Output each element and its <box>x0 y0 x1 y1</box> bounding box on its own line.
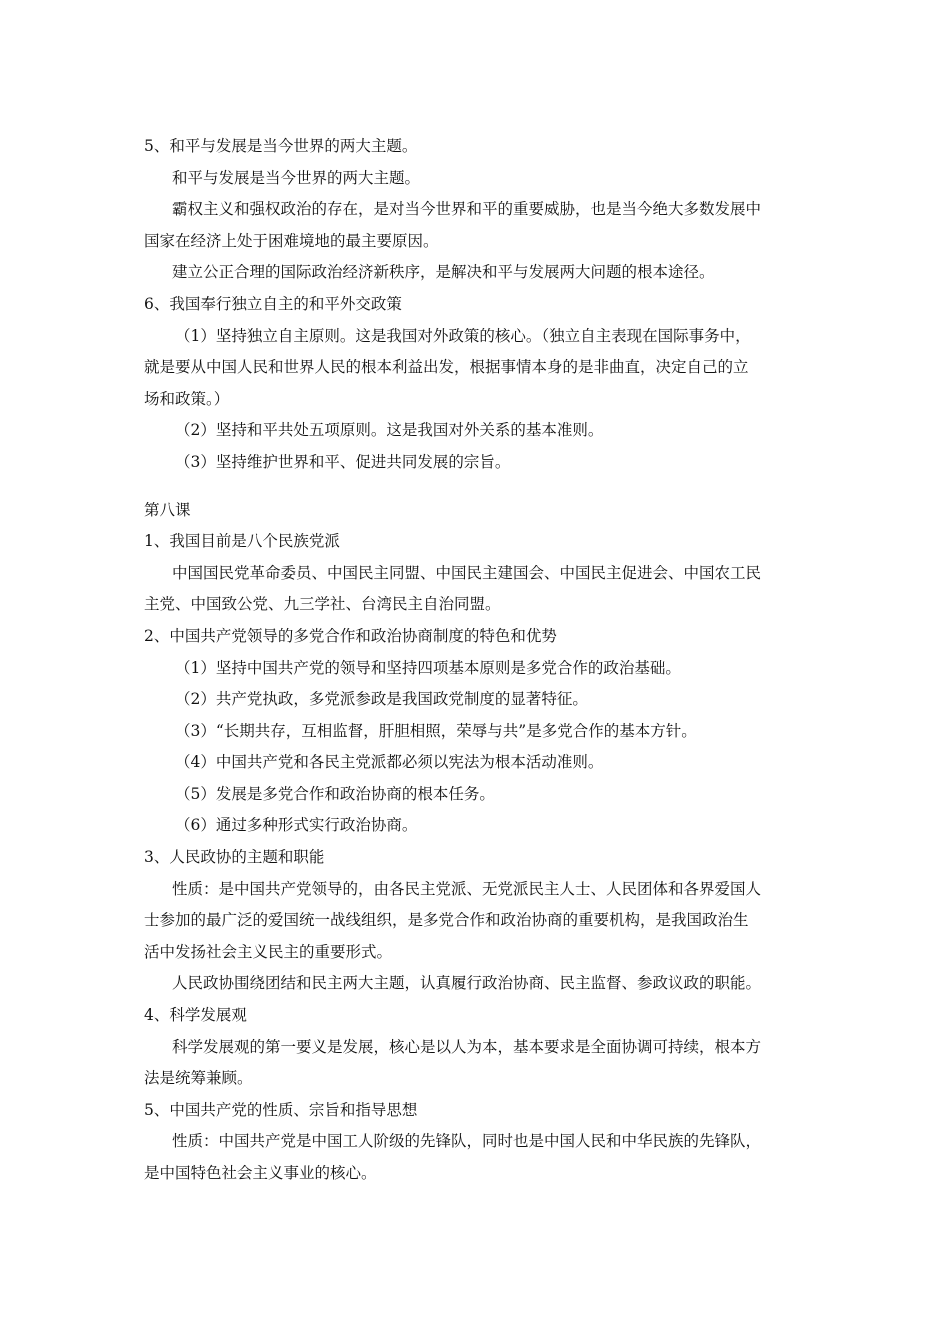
list-item: （4）中国共产党和各民主党派都必须以宪法为根本活动准则。 <box>175 753 604 772</box>
heading-4-scientific-development: 4、科学发展观 <box>144 1006 247 1025</box>
list-item: （5）发展是多党合作和政治协商的根本任务。 <box>175 784 495 803</box>
paragraph-line: 是中国特色社会主义事业的核心。 <box>144 1164 377 1182</box>
heading-3-cppcc: 3、人民政协的主题和职能 <box>144 848 325 867</box>
section-gap <box>144 479 816 495</box>
paragraph-line: 霸权主义和强权政治的存在，是对当今世界和平的重要威胁，也是当今绝大多数发展中 <box>172 200 762 219</box>
paragraph-line: 人民政协围绕团结和民主两大主题，认真履行政治协商、民主监督、参政议政的职能。 <box>172 974 762 993</box>
list-item: （2）共产党执政，多党派参政是我国政党制度的显著特征。 <box>175 690 588 709</box>
paragraph-line: 法是统筹兼顾。 <box>144 1069 253 1088</box>
heading-6-foreign-policy: 6、我国奉行独立自主的和平外交政策 <box>144 294 402 313</box>
paragraph-line: 国家在经济上处于困难境地的最主要原因。 <box>144 231 439 250</box>
list-item: （1）坚持中国共产党的领导和坚持四项基本原则是多党合作的政治基础。 <box>175 658 681 677</box>
paragraph-line: 就是要从中国人民和世界人民的根本利益出发，根据事情本身的是非曲直，决定自己的立 <box>144 358 749 377</box>
heading-5-peace-development: 5、和平与发展是当今世界的两大主题。 <box>144 137 418 155</box>
paragraph-line: 中国国民党革命委员、中国民主同盟、中国民主建国会、中国民主促进会、中国农工民 <box>172 563 762 582</box>
paragraph-line: 主党、中国致公党、九三学社、台湾民主自治同盟。 <box>144 595 501 614</box>
heading-2-multiparty-cooperation: 2、中国共产党领导的多党合作和政治协商制度的特色和优势 <box>144 626 557 645</box>
list-item: （3）坚持维护世界和平、促进共同发展的宗旨。 <box>175 452 511 471</box>
list-item: （1）坚持独立自主原则。这是我国对外政策的核心。（独立自主表现在国际事务中， <box>175 326 751 345</box>
lesson-title: 第八课 <box>144 500 191 519</box>
paragraph-line: 科学发展观的第一要义是发展，核心是以人为本，基本要求是全面协调可持续，根本方 <box>172 1037 762 1056</box>
heading-5-party-nature: 5、中国共产党的性质、宗旨和指导思想 <box>144 1100 418 1119</box>
list-item: （6）通过多种形式实行政治协商。 <box>175 816 418 835</box>
document-body <box>144 131 816 1190</box>
paragraph-line: 性质：是中国共产党领导的，由各民主党派、无党派民主人士、人民团体和各界爱国人 <box>172 879 762 898</box>
heading-1-democratic-parties: 1、我国目前是八个民族党派 <box>144 532 340 551</box>
list-item: （2）坚持和平共处五项原则。这是我国对外关系的基本准则。 <box>175 421 604 440</box>
list-item: （3）“长期共存，互相监督，肝胆相照，荣辱与共”是多党合作的基本方针。 <box>175 721 697 740</box>
paragraph-line: 性质：中国共产党是中国工人阶级的先锋队，同时也是中国人民和中华民族的先锋队， <box>172 1132 762 1151</box>
paragraph-line: 士参加的最广泛的爱国统一战线组织，是多党合作和政治协商的重要机构，是我国政治生 <box>144 911 749 930</box>
paragraph-line: 活中发扬社会主义民主的重要形式。 <box>144 942 393 961</box>
paragraph-line: 建立公正合理的国际政治经济新秩序，是解决和平与发展两大问题的根本途径。 <box>172 263 715 282</box>
paragraph-line: 和平与发展是当今世界的两大主题。 <box>172 168 421 187</box>
paragraph-line: 场和政策。） <box>144 389 230 408</box>
